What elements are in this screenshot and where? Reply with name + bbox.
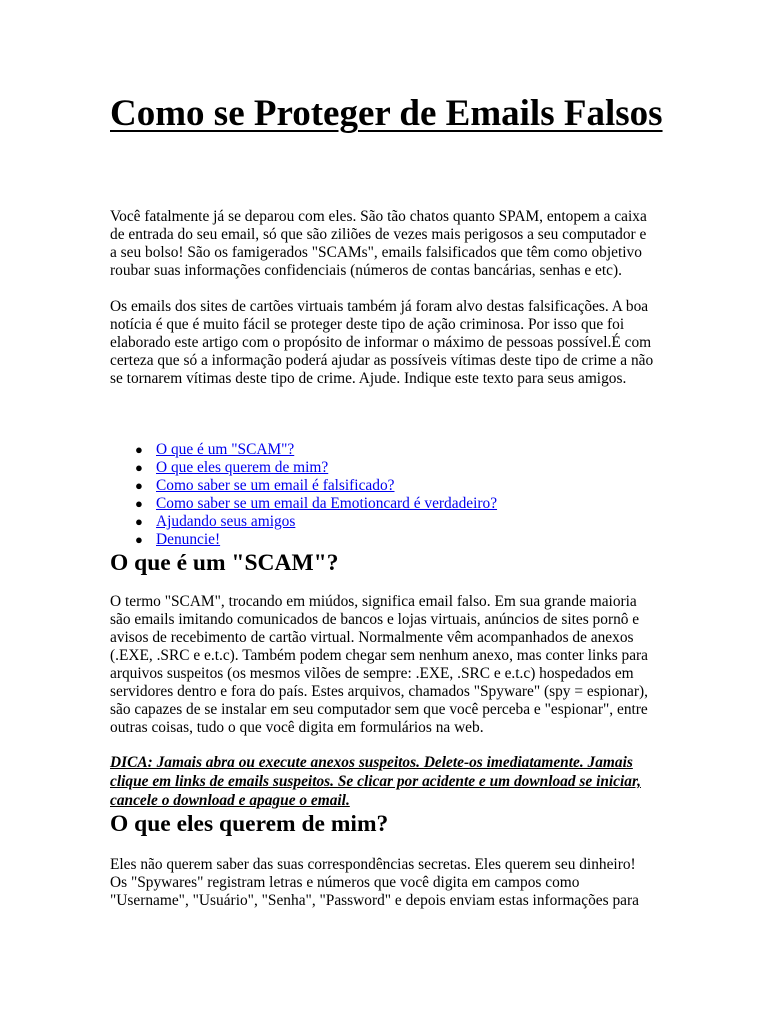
toc-item [135, 477, 668, 495]
text-line: certeza que só a informação poderá ajudar as possíveis vítimas deste tipo de crime a não [110, 352, 654, 369]
section-heading-querem: O que eles querem de mim? [110, 811, 389, 837]
scam-paragraph [110, 593, 668, 737]
text-line: (.EXE, .SRC e e.t.c). Também podem chegar sem nenhum anexo, mas conter links para [110, 647, 649, 664]
section-heading-scam: O que é um "SCAM"? [110, 550, 339, 576]
table-of-contents [110, 441, 668, 549]
text-line: de entrada do seu email, só que são ziliões de vezes mais perigosos a seu computador e [110, 226, 647, 243]
text-line: servidores dentro e fora do país. Estes arquivos, chamados "Spyware" (spy = espionar), [110, 683, 648, 700]
toc-item [135, 495, 668, 513]
text-line: a seu bolso! São os famigerados "SCAMs", emails falsificados que têm como objetivo [110, 244, 642, 261]
text-line: Você fatalmente já se deparou com eles. São tão chatos quanto SPAM, entopem a caixa [110, 208, 647, 225]
tip-line: DICA: Jamais abra ou execute anexos suspeitos. Delete-os imediatamente. Jamais [110, 754, 633, 771]
text-line: avisos de recebimento de cartão virtual. Normalmente vêm acompanhados de anexos [110, 629, 634, 646]
text-line: Eles não querem saber das suas correspondências secretas. Eles querem seu dinheiro! [110, 856, 636, 873]
text-line: roubar suas informações confidenciais (números de contas bancárias, senhas e etc). [110, 262, 622, 279]
toc-link-querem[interactable]: O que eles querem de mim? [156, 459, 329, 476]
text-line: são emails imitando comunicados de bancos e lojas virtuais, anúncios de sites pornô e [110, 611, 640, 628]
text-line: O termo "SCAM", trocando em miúdos, significa email falso. Em sua grande maioria [110, 593, 637, 610]
text-line: outras coisas, tudo o que você digita em formulários na web. [110, 719, 484, 736]
tip-line: cancele o download e apague o email. [110, 792, 350, 809]
tip-callout [110, 753, 668, 810]
bullet-icon: ● [135, 496, 143, 511]
text-line: notícia é que é muito fácil se proteger deste tipo de ação criminosa. Por isso que foi [110, 316, 625, 333]
bullet-icon: ● [135, 514, 143, 529]
toc-link-falsificado[interactable]: Como saber se um email é falsificado? [156, 477, 395, 494]
toc-link-scam[interactable]: O que é um "SCAM"? [156, 441, 295, 458]
page-title: Como se Proteger de Emails Falsos [110, 93, 663, 134]
toc-item [135, 513, 668, 531]
bullet-icon: ● [135, 478, 143, 493]
text-line: arquivos suspeitos (os mesmos vilões de sempre: .EXE, .SRC e e.t.c) hospedados em [110, 665, 634, 682]
toc-item [135, 531, 668, 549]
toc-link-denuncie[interactable]: Denuncie! [156, 531, 221, 548]
intro-paragraph-2 [110, 298, 668, 388]
toc-item [135, 441, 668, 459]
bullet-icon: ● [135, 460, 143, 475]
toc-item [135, 459, 668, 477]
bullet-icon: ● [135, 442, 143, 457]
intro-paragraph-1 [110, 208, 668, 280]
text-line: Os emails dos sites de cartões virtuais também já foram alvo destas falsificações. A boa [110, 298, 649, 315]
toc-link-emotioncard[interactable]: Como saber se um email da Emotioncard é verdadeiro? [156, 495, 498, 512]
text-line: se tornarem vítimas deste tipo de crime. Ajude. Indique este texto para seus amigos. [110, 370, 627, 387]
toc-link-amigos[interactable]: Ajudando seus amigos [156, 513, 296, 530]
text-line: elaborado este artigo com o propósito de informar o máximo de pessoas possível.É com [110, 334, 652, 351]
bullet-icon: ● [135, 532, 143, 547]
text-line: são capazes de se instalar em seu computador sem que você perceba e "espionar", entre [110, 701, 648, 718]
text-line: "Username", "Usuário", "Senha", "Password" e depois enviam estas informações para [110, 892, 639, 909]
tip-line: clique em links de emails suspeitos. Se clicar por acidente e um download se iniciar, [110, 773, 641, 790]
text-line: Os "Spywares" registram letras e números que você digita em campos como [110, 874, 580, 891]
querem-paragraph [110, 856, 668, 910]
